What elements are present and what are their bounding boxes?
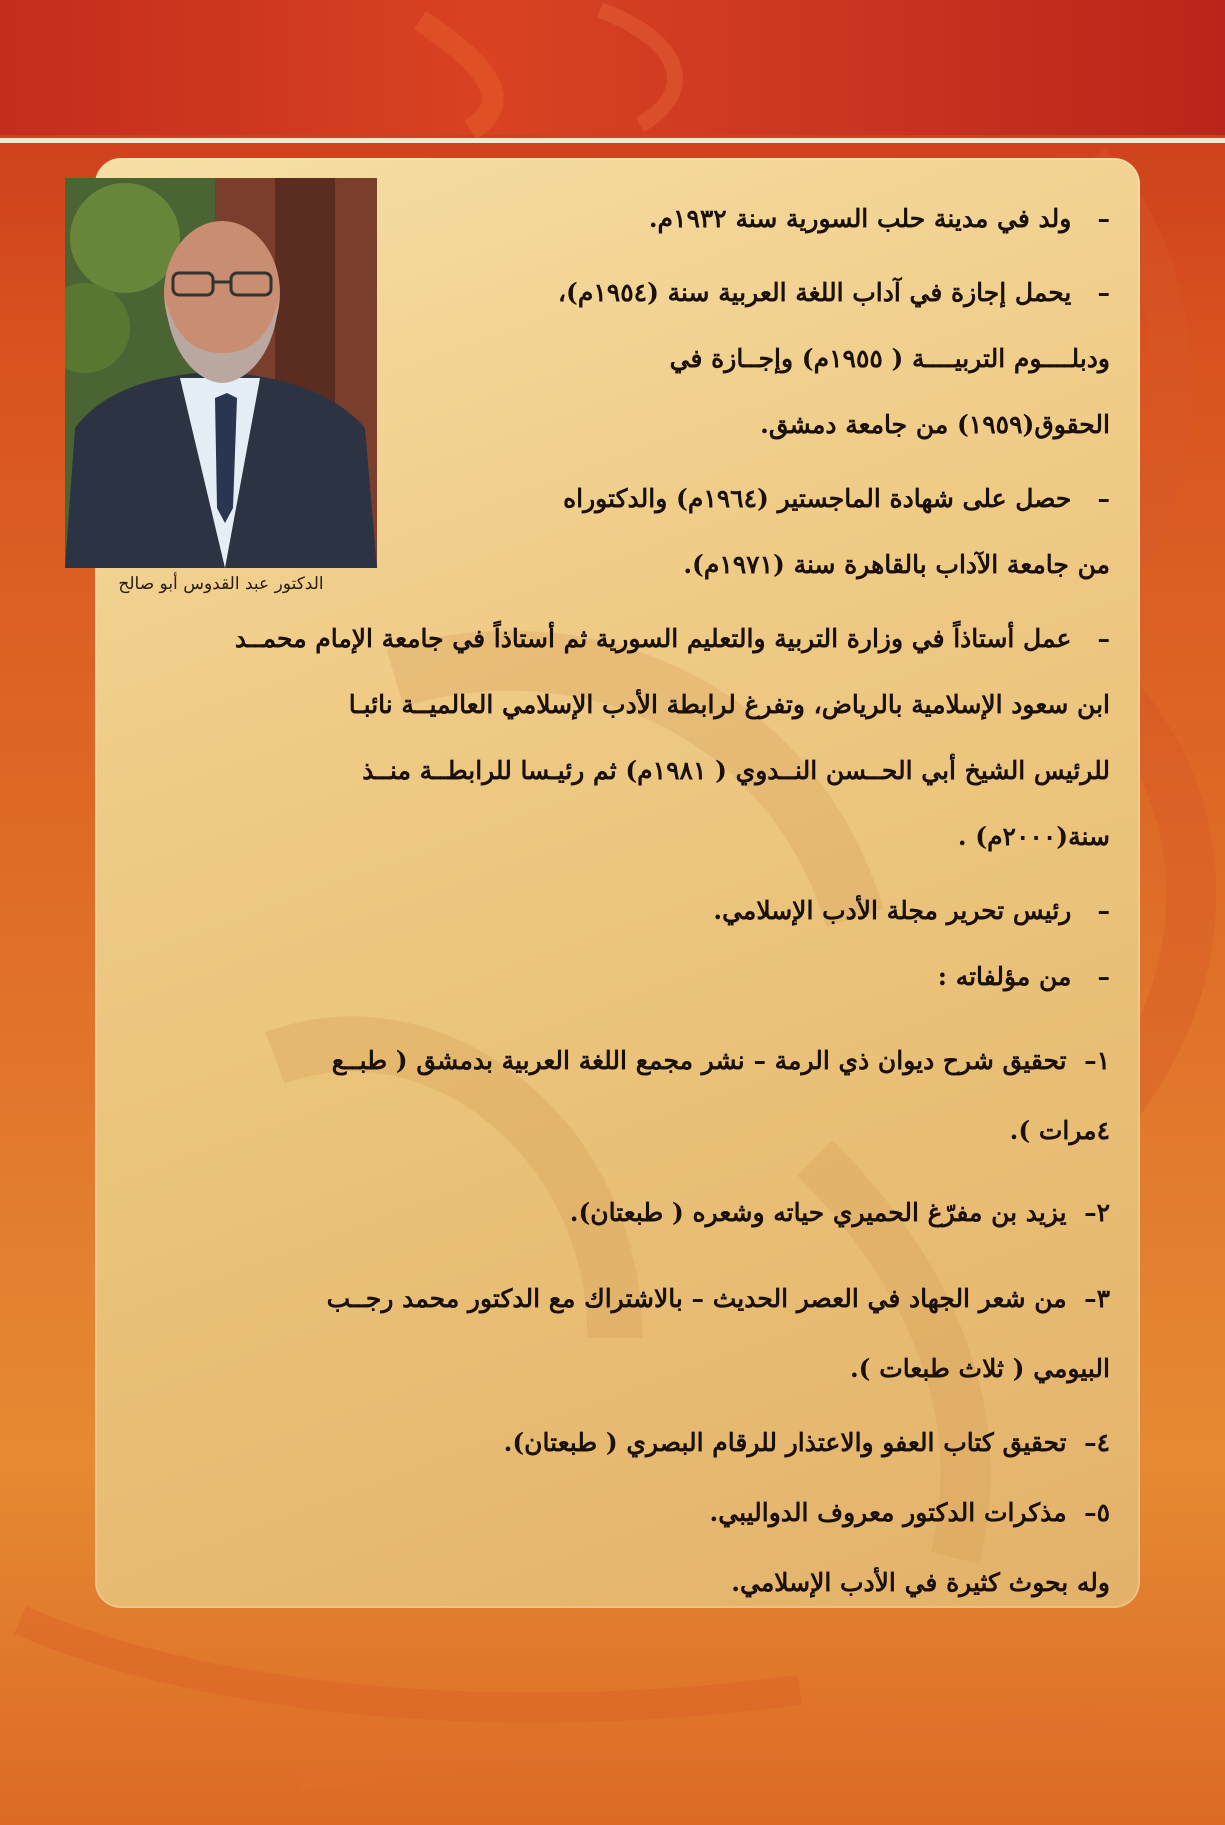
- bio-line: [80, 896, 1110, 925]
- bio-line: [470, 484, 1110, 513]
- line-text: تحقيق كتاب العفو والاعتذار للرقام البصري ( طبعتان).: [503, 1428, 1067, 1457]
- line-text: سنة(٢٠٠٠م) .: [957, 822, 1110, 851]
- line-text: عمل أستاذاً في وزارة التربية والتعليم السورية ثم أستاذاً في جامعة الإمام محمــد: [234, 624, 1072, 653]
- line-text: من جامعة الآداب بالقاهرة سنة (١٩٧١م).: [683, 550, 1110, 579]
- line-marker: –: [1097, 484, 1110, 513]
- bio-line: [470, 278, 1110, 307]
- line-text: ٤مرات ).: [1009, 1116, 1110, 1145]
- bio-line: [80, 1354, 1110, 1383]
- line-text: حصل على شهادة الماجستير (١٩٦٤م) والدكتوراه: [563, 484, 1072, 513]
- photo-caption: الدكتور عبد القدوس أبو صالح: [118, 574, 324, 594]
- bio-line: [80, 1198, 1110, 1227]
- line-marker: ٢–: [1084, 1198, 1110, 1227]
- line-text: من شعر الجهاد في العصر الحديث – بالاشتراك مع الدكتور محمد رجــب: [326, 1284, 1067, 1313]
- line-text: ابن سعود الإسلامية بالرياض، وتفرغ لرابطة الأدب الإسلامي العالميــة نائبـا: [348, 690, 1110, 719]
- bio-line: [80, 1568, 1110, 1597]
- bio-line: [470, 204, 1110, 233]
- bio-line: [80, 756, 1110, 785]
- bio-line: [80, 962, 1110, 991]
- bio-line: [80, 822, 1110, 851]
- line-marker: ٣–: [1084, 1284, 1110, 1313]
- line-text: ودبلــــوم التربيــــة ( ١٩٥٥م) وإجــازة في: [669, 344, 1110, 373]
- top-divider-line: [0, 138, 1225, 143]
- bio-line: [80, 1498, 1110, 1527]
- line-text: يحمل إجازة في آداب اللغة العربية سنة (١٩٥٤م)،: [557, 278, 1072, 307]
- line-text: الحقوق(١٩٥٩) من جامعة دمشق.: [760, 410, 1110, 439]
- line-marker: –: [1097, 896, 1110, 925]
- line-text: يزيد بن مفرّغ الحميري حياته وشعره ( طبعتان).: [569, 1198, 1067, 1227]
- line-text: للرئيس الشيخ أبي الحــسن النــدوي ( ١٩٨١م) ثم رئيـسا للرابطــة منــذ: [362, 756, 1110, 785]
- line-text: من مؤلفاته :: [937, 962, 1072, 991]
- line-text: البيومي ( ثلاث طبعات ).: [849, 1354, 1110, 1383]
- line-text: رئيس تحرير مجلة الأدب الإسلامي.: [713, 896, 1072, 925]
- bio-line: [80, 1046, 1110, 1075]
- bio-line: [80, 624, 1110, 653]
- bio-line: [470, 550, 1110, 579]
- line-marker: –: [1097, 278, 1110, 307]
- line-text: مذكرات الدكتور معروف الدواليبي.: [709, 1498, 1067, 1527]
- line-text: ولد في مدينة حلب السورية سنة ١٩٣٢م.: [648, 204, 1072, 233]
- line-text: وله بحوث كثيرة في الأدب الإسلامي.: [731, 1568, 1110, 1597]
- line-marker: –: [1097, 962, 1110, 991]
- bio-line: [80, 1284, 1110, 1313]
- author-photo: [65, 178, 377, 568]
- line-text: تحقيق شرح ديوان ذي الرمة – نشر مجمع اللغة العربية بدمشق ( طبــع: [331, 1046, 1067, 1075]
- line-marker: –: [1097, 624, 1110, 653]
- line-marker: ١–: [1084, 1046, 1110, 1075]
- line-marker: ٤–: [1084, 1428, 1110, 1457]
- line-marker: –: [1097, 204, 1110, 233]
- bio-line: [80, 690, 1110, 719]
- bio-line: [470, 410, 1110, 439]
- bio-line: [80, 1116, 1110, 1145]
- bio-line: [80, 1428, 1110, 1457]
- line-marker: ٥–: [1084, 1498, 1110, 1527]
- bio-line: [470, 344, 1110, 373]
